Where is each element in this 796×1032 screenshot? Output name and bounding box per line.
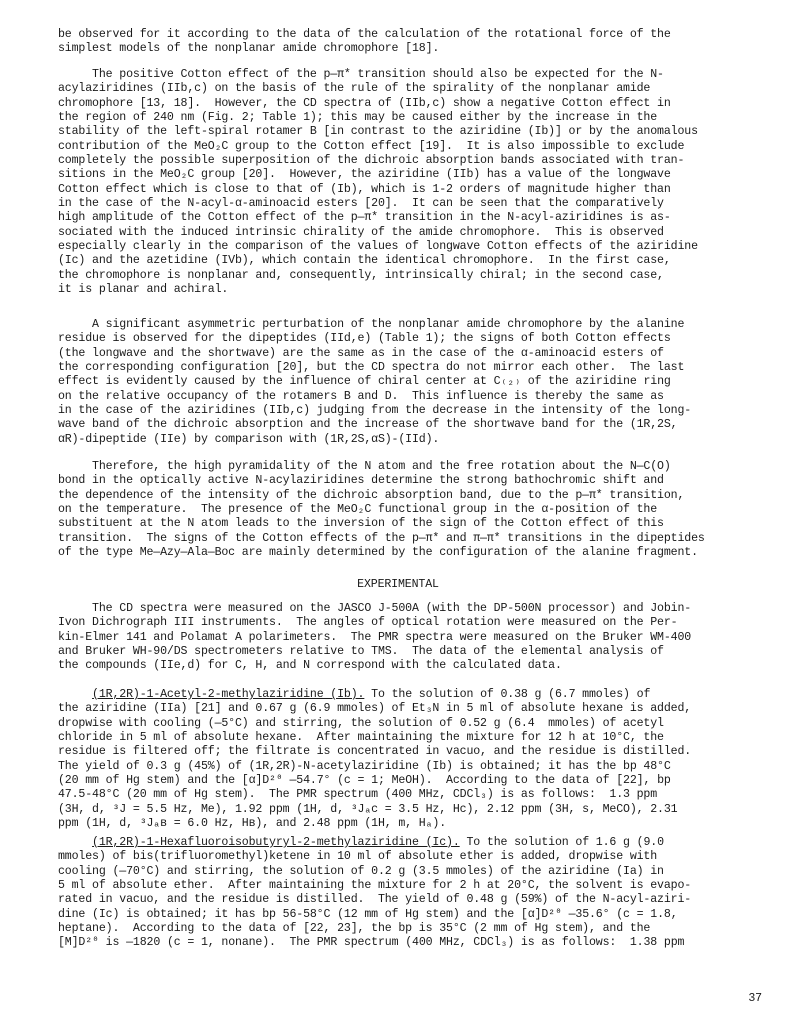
text-line: (the longwave and the shortwave) are the same as in the case of the α-aminoacid esters of <box>58 346 664 360</box>
text-line: mmoles) of bis(trifluoromethyl)ketene in 10 ml of absolute ether is added, dropwise with <box>58 850 658 864</box>
text-line: acylaziridines (IIb,c) on the basis of the rule of the spirality of the nonplanar amide <box>58 82 651 96</box>
text-line: A significant asymmetric perturbation of the nonplanar amide chromophore by the alanine <box>58 318 685 331</box>
text-line: the corresponding configuration [20], but the CD spectra do not mirror each other. The last <box>58 361 685 375</box>
text-line: be observed for it according to the data of the calculation of the rotational force of the <box>58 28 671 41</box>
text-line: cooling (—70°C) and stirring, the solution of 0.2 g (3.5 mmoles) of the aziridine (Ia) in <box>58 864 664 878</box>
text-line: (3H, d, ³J = 5.5 Hz, Me), 1.92 ppm (1H, d, ³Jₐc = 3.5 Hz, Hc), 2.12 ppm (3H, s, MeCO), 2.31 <box>58 802 678 816</box>
text-line: substituent at the N atom leads to the inversion of the sign of the Cotton effect of this <box>58 517 664 531</box>
text-line: the chromophore is nonplanar and, consequently, intrinsically chiral; in the second case, <box>58 268 664 282</box>
text-line: completely the possible superposition of the dichroic absorption bands associated with tran- <box>58 154 685 168</box>
paragraph-positive-cotton-effect <box>58 68 764 298</box>
text-line: it is planar and achiral. <box>58 283 229 297</box>
text-line: dropwise with cooling (—5°C) and stirring, the solution of 0.52 g (6.4 mmoles) of acetyl <box>58 716 664 730</box>
text-line: (20 mm of Hg stem) and the [α]D²⁰ —54.7° (c = 1; MeOH). According to the data of [22], bp <box>58 774 671 788</box>
text-line: stability of the left-spiral rotamer B [in contrast to the aziridine (Ib)] or by the anomalous <box>58 125 698 139</box>
text-line: in the case of the aziridines (IIb,c) judging from the decrease in the intensity of the long- <box>58 404 692 418</box>
text-line: sociated with the induced intrinsic chirality of the amide chromophore. This is observed <box>58 225 664 239</box>
text-line: 47.5-48°C (20 mm of Hg stem). The PMR spectrum (400 MHz, CDCl₃) is as follows: 1.3 ppm <box>58 788 658 802</box>
text-line: contribution of the MeO₂C group to the Cotton effect [19]. It is also impossible to exclude <box>58 139 685 153</box>
text-line: residue is filtered off; the filtrate is concentrated in vacuo, and the residue is distilled. <box>58 745 692 759</box>
text-line: of the type Me—Azy—Ala—Boc are mainly determined by the configuration of the alanine fragment. <box>58 546 698 560</box>
text-line: Therefore, the high pyramidality of the N atom and the free rotation about the N—C(O) <box>58 460 671 473</box>
paragraph-instruments <box>58 602 764 674</box>
text-line: high amplitude of the Cotton effect of the p—π* transition in the N-acyl-aziridines is as- <box>58 211 671 225</box>
text-line <box>58 836 764 850</box>
text-line: simplest models of the nonplanar amide chromophore [18]. <box>58 42 440 56</box>
text-line: The positive Cotton effect of the p—π* transition should also be expected for the N- <box>58 68 664 81</box>
text-fragment: To the solution of 1.6 g (9.0 <box>459 836 664 849</box>
text-line: heptane). According to the data of [22, 23], the bp is 35°C (2 mm of Hg stem), and the <box>58 922 651 936</box>
text-line: sitions in the MeO₂C group [20]. However, the aziridine (IIb) has a value of the longwave <box>58 168 671 182</box>
text-line: chromophore [13, 18]. However, the CD spectra of (IIb,c) show a negative Cotton effect in <box>58 96 671 110</box>
text-line: rated in vacuo, and the residue is distilled. The yield of 0.48 g (59%) of the N-acyl-aziri- <box>58 893 692 907</box>
text-line: and Bruker WH-90/DS spectrometers relative to TMS. The data of the elemental analysis of <box>58 645 664 659</box>
text-line: αR)-dipeptide (IIe) by comparison with (1R,2S,αS)-(IId). <box>58 432 440 446</box>
text-line <box>58 688 764 702</box>
text-line: effect is evidently caused by the influence of chiral center at C₍₂₎ of the aziridine ring <box>58 375 671 389</box>
text-line: especially clearly in the comparison of the values of longwave Cotton effects of the aziridine <box>58 240 698 254</box>
text-line: on the relative occupancy of the rotamers B and D. This influence is thereby the same as <box>58 389 664 403</box>
text-line: chloride in 5 ml of absolute hexane. After maintaining the mixture for 12 h at 10°C, the <box>58 731 664 745</box>
text-line: the region of 240 nm (Fig. 2; Table 1); this may be caused either by the increase in the <box>58 111 658 125</box>
paragraph-asymmetric-perturbation <box>58 318 764 447</box>
paragraph-hexafluoroisobutyryl-methylaziridine <box>58 836 764 951</box>
text-line: the dependence of the intensity of the dichroic absorption band, due to the p—π* transition, <box>58 488 685 502</box>
text-line: ppm (1H, d, ³Jₐʙ = 6.0 Hz, Hʙ), and 2.48 ppm (1H, m, Hₐ). <box>58 817 447 831</box>
text-line: [M]D²⁰ is —1820 (c = 1, nonane). The PMR spectrum (400 MHz, CDCl₃) is as follows: 1.38 ppm <box>58 936 685 950</box>
section-heading: EXPERIMENTAL <box>357 578 439 591</box>
text-line: kin-Elmer 141 and Polamat A polarimeters. The PMR spectra were measured on the Bruker WM-400 <box>58 630 692 644</box>
text-line: the compounds (IIe,d) for C, H, and N correspond with the calculated data. <box>58 659 562 673</box>
page-number: 37 <box>748 992 762 1005</box>
text-line: bond in the optically active N-acylaziridines determine the strong bathochromic shift and <box>58 474 664 488</box>
text-line: wave band of the dichroic absorption and the increase of the shortwave band for the (1R,2S, <box>58 418 678 432</box>
text-line: in the case of the N-acyl-α-aminoacid esters [20]. It can be seen that the comparatively <box>58 197 664 211</box>
text-line: the aziridine (IIa) [21] and 0.67 g (6.9 mmoles) of Et₃N in 5 ml of absolute hexane is added, <box>58 702 692 716</box>
text-line: The CD spectra were measured on the JASCO J-500A (with the DP-500N processor) and Jobin- <box>58 602 692 615</box>
compound-title: (1R,2R)-1-Acetyl-2-methylaziridine (Ib). <box>92 688 365 701</box>
paragraph-conclusion <box>58 460 764 560</box>
text-line: 5 ml of absolute ether. After maintaining the mixture for 2 h at 20°C, the solvent is evapo- <box>58 879 692 893</box>
text-line: The yield of 0.3 g (45%) of (1R,2R)-N-acetylaziridine (Ib) is obtained; it has the bp 48°C <box>58 759 671 773</box>
paragraph-intro <box>58 28 764 57</box>
text-line: dine (Ic) is obtained; it has bp 56-58°C (12 mm of Hg stem) and the [α]D²⁰ —35.6° (c = 1.8, <box>58 907 678 921</box>
text-line: on the temperature. The presence of the MeO₂C functional group in the α-position of the <box>58 503 658 517</box>
compound-title: (1R,2R)-1-Hexafluoroisobutyryl-2-methylaziridine (Ic). <box>92 836 460 849</box>
text-fragment: To the solution of 0.38 g (6.7 mmoles) of <box>364 688 651 701</box>
text-line: transition. The signs of the Cotton effects of the p—π* and π—π* transitions in the dipeptides <box>58 531 705 545</box>
paragraph-acetyl-methylaziridine <box>58 688 764 831</box>
text-line: residue is observed for the dipeptides (IId,e) (Table 1); the signs of both Cotton effects <box>58 332 671 346</box>
text-line: Ivon Dichrograph III instruments. The angles of optical rotation were measured on the Per- <box>58 616 678 630</box>
text-line: (Ic) and the azetidine (IVb), which contain the identical chromophore. In the first case, <box>58 254 671 268</box>
text-line: Cotton effect which is close to that of (Ib), which is 1-2 orders of magnitude higher than <box>58 182 671 196</box>
